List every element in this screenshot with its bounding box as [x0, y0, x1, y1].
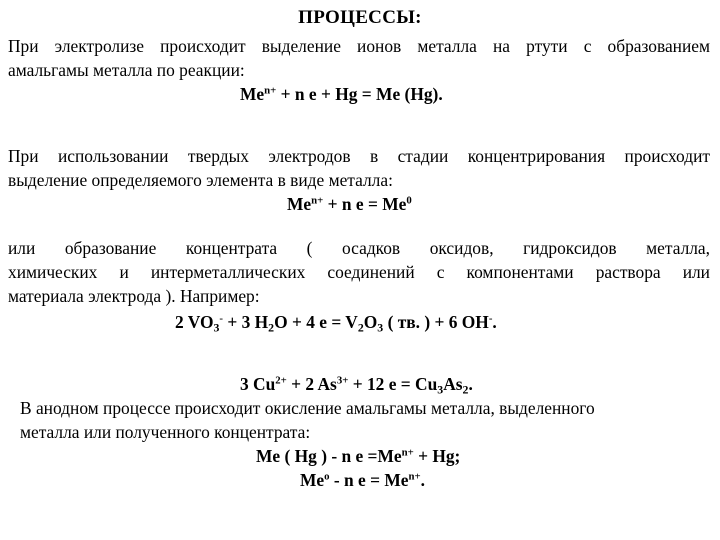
eq4-part: + 12 e = Cu	[348, 374, 438, 394]
eq3-part: 2 VO	[175, 312, 214, 332]
equation-anodic-metal	[300, 468, 425, 492]
eq1-rest: + n e + Hg = Me (Hg).	[276, 84, 443, 104]
eq3-part: ( тв. ) + 6 OH	[383, 312, 489, 332]
equation-vanadium	[175, 310, 497, 334]
eq3-sub: 2	[268, 320, 275, 335]
eq5-sup: n+	[401, 446, 414, 459]
eq4-part: 3 Cu	[240, 374, 276, 394]
paragraph-1-line-2: амальгамы металла по реакции:	[8, 60, 245, 80]
eq3-part: O + 4 e = V	[274, 312, 358, 332]
eq3-sup: -	[219, 312, 223, 325]
eq2-rest: + n e = Me	[323, 194, 407, 214]
eq3-sub: 3	[213, 320, 220, 335]
eq4-part: + 2 As	[286, 374, 337, 394]
eq3-sup: -	[488, 312, 493, 325]
eq4-sub: 2	[462, 382, 469, 397]
paragraph-4-line-2: металла или полученного концентрата:	[20, 422, 311, 442]
equation-anodic-amalgam	[256, 444, 460, 468]
eq4-sup: 3+	[336, 374, 349, 387]
paragraph-3-line-2: химических и интерметаллических соединений с компонентами раствора или	[8, 262, 710, 282]
page-title: ПРОЦЕССЫ:	[298, 7, 422, 28]
eq5-rest: + Hg;	[413, 446, 461, 466]
eq5-term: Me ( Hg ) - n e =Me	[256, 446, 402, 466]
equation-metal-deposition	[287, 192, 412, 216]
eq4-part: .	[468, 374, 473, 394]
eq4-part: As	[443, 374, 463, 394]
eq3-sub: 3	[377, 320, 384, 335]
eq3-part: O	[363, 312, 378, 332]
eq3-sub: 2	[357, 320, 364, 335]
equation-copper-arsenide	[240, 372, 473, 396]
eq2-term: Me	[287, 194, 312, 214]
paragraph-3-line-1: или образование концентрата ( осадков оксидов, гидроксидов металла,	[8, 238, 710, 258]
eq6-mid: - n e = Me	[329, 470, 409, 490]
paragraph-3-line-3: материала электрода ). Например:	[8, 286, 260, 306]
eq6-term: Me	[300, 470, 325, 490]
eq1-sup: n+	[264, 84, 277, 97]
paragraph-1-line-1: При электролизе происходит выделение ионов металла на ртути с образованием	[8, 36, 710, 56]
eq1-term: Me	[240, 84, 265, 104]
eq2-sup: n+	[311, 194, 324, 207]
eq6-sup-2: n+	[408, 470, 421, 483]
eq3-part: + 3 H	[222, 312, 269, 332]
eq2-sup-2: 0	[406, 194, 412, 207]
paragraph-2-line-1: При использовании твердых электродов в стадии концентрирования происходит	[8, 146, 710, 166]
eq3-part: .	[492, 312, 497, 332]
equation-amalgam	[240, 82, 443, 106]
eq4-sub: 3	[437, 382, 444, 397]
eq6-end: .	[420, 470, 425, 490]
paragraph-4-line-1: В анодном процессе происходит окисление амальгамы металла, выделенного	[20, 398, 595, 418]
paragraph-2-line-2: выделение определяемого элемента в виде металла:	[8, 170, 393, 190]
eq6-sup: o	[324, 470, 330, 483]
eq4-sup: 2+	[275, 374, 287, 387]
